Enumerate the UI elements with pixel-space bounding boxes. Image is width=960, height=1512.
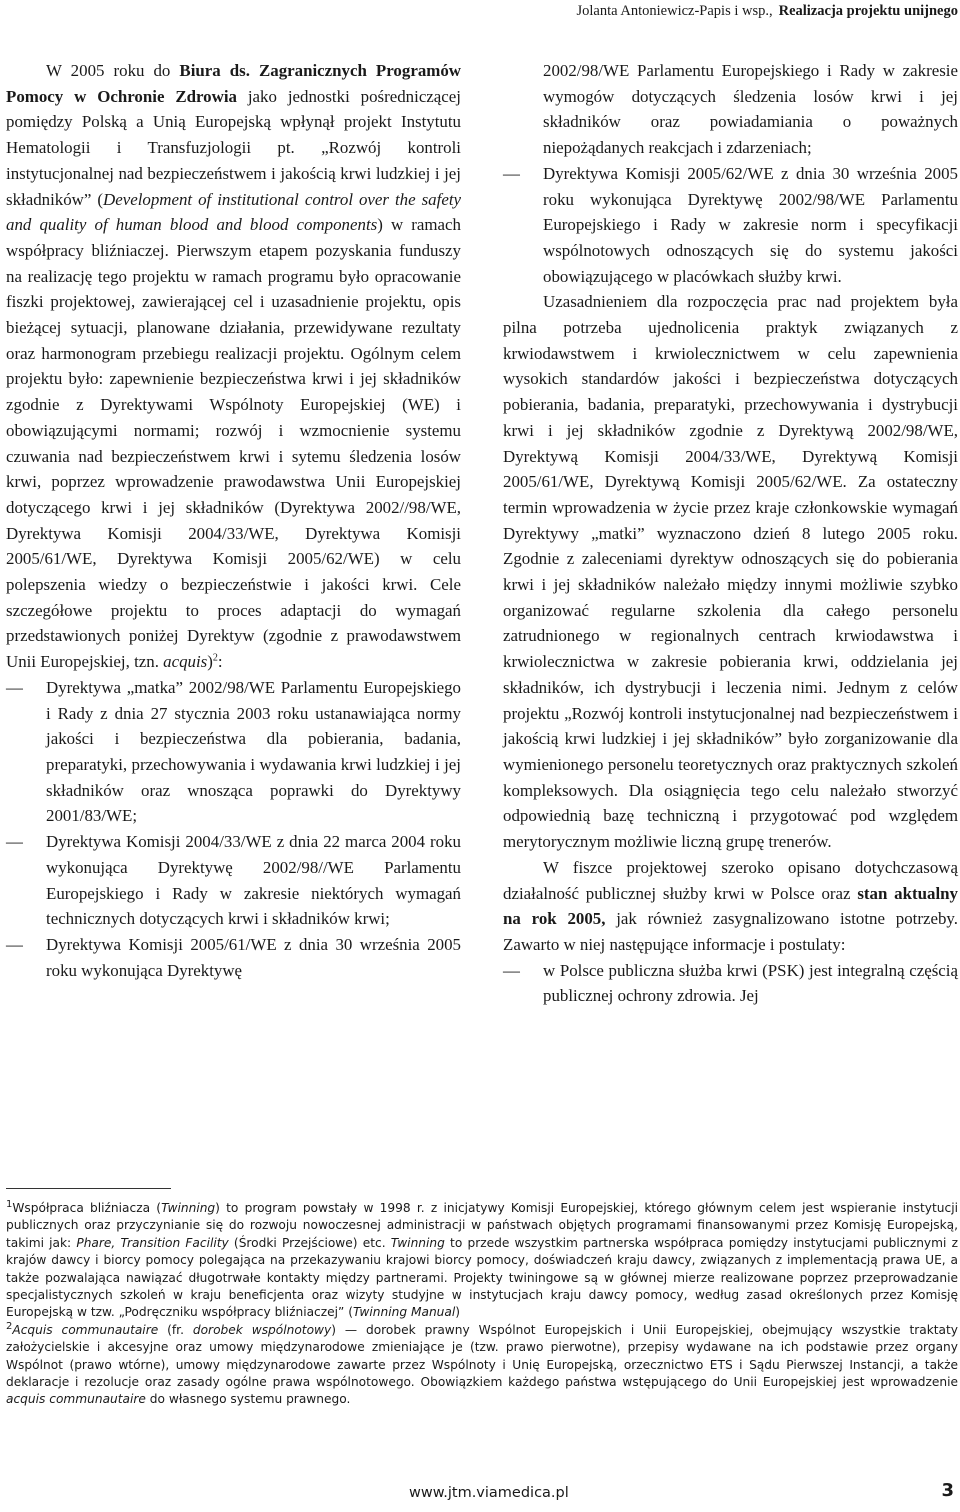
footer-url: www.jtm.viamedica.pl [409, 1485, 569, 1501]
list-item: — Dyrektywa Komisji 2005/61/WE z dnia 30 września 2005 roku wykonująca Dyrektywę [6, 932, 461, 983]
footnotes [6, 1200, 958, 1409]
postulate-list [503, 958, 958, 1009]
justification-paragraph: Uzasadnieniem dla rozpoczęcia prac nad projektem była pilna potrzeba ujednolicenia praktyk związanych z krwiodawstwem i krwiolecznictwem w celu zapewnienia wysokich standardów jakości i bezpieczeństwa dotyczących pobierania, badania, preparatyki, przechowywania i dystrybucji krwi i jej składników zgodnie z Dyrektywą 2002/98/WE, Dyrektywą Komisji 2004/33/WE, Dyrektywą Komisji 2005/61/WE, Dyrektywą Komisji 2005/62/WE. Za ostateczny termin wprowadzenia w życie przez kraje członkowskie wymagań Dyrektywy „matki” wyznaczono dzień 8 lutego 2005 roku. Zgodnie z zaleceniami dyrektyw odnoszących się do pobierania krwi i jej składników należało między innymi możliwie szybko organizować regularne szkolenia dla całego personelu zatrudnionego w regionalnych centrach krwiodawstwa i krwiolecznictwa w zakresie pobierania krwi, oddzielania jej składników, ich dystrybucji i leczenia nimi. Jednym z celów projektu „Rozwój kontroli instytucjonalnej nad bezpieczeństwem i jakością krwi ludzkiej i jej składników” było zorganizowanie dla wymienionego personelu teoretycznych oraz praktycznych szkoleń kompleksowych. Dla osiągnięcia tego celu należało stworzyć odpowiednią bazę techniczną i przygotować pod względem merytorycznym możliwie liczną grupę trenerów. [503, 292, 958, 852]
text-run: (Środki Przejściowe) etc. [228, 1235, 391, 1250]
right-column [503, 58, 958, 1009]
text-run: ) [455, 1305, 461, 1320]
text-run: ) to program powstały w 1998 r. z inicjatywy Komisji Europejskiej, którego głównym celem jest wspieranie instytucji publicznych oraz przyczynianie się do rozwoju nowoczesnej administracji w państwach objętych programami finansowanymi przez Komisję Europejską, takimi jak: [6, 1201, 958, 1250]
text-run: : [217, 652, 223, 672]
text-run: ) w ramach współpracy bliźniaczej. Pierwszym etapem pozyskania funduszy na realizację tego projektu w ramach programu było opracowanie fiszki projektowej, zawierającej cel i uzasadnienie projektu, opis bieżącej sytuacji, planowane działania, przewidywane rezultaty oraz harmonogram przebiegu realizacji projektu. Ogólnym celem projektu było: zapewnienie bezpieczeństwa krwi i jej składników zgodnie z Dyrektywami Wspólnoty Europejskiej (WE) i obowiązującymi normami; rozwój i wzmocnienie systemu czuwania nad bezpieczeństwem krwi i sytemu śledzenia losów krwi, poprzez wprowadzenie prawodawstwa Unii Europejskiej dotyczącego krwi i jej składników (Dyrektywa 2002//98/WE, Dyrektywa Komisji 2004/33/WE, Dyrektywa Komisji 2005/61/WE, Dyrektywa Komisji 2005/62/WE) w celu polepszenia wiedzy o bezpieczeństwie i jakości krwi. Cele szczegółowe projektu to proces adaptacji do wymagań przedstawionych poniżej Dyrektyw (zgodnie z prawodawstwem Unii Europejskiej, tzn. [6, 215, 461, 672]
list-item-continuation: 2002/98/WE Parlamentu Europejskiego i Rady w zakresie wymogów dotyczących śledzenia losów krwi i jej składników oraz powiadamiania o poważnych niepożądanych reakcjach i zdarzeniach; [543, 61, 958, 158]
text-run: ) [207, 652, 213, 672]
text-run: (fr. [158, 1322, 193, 1337]
italic-run: dorobek wspólnotowy [192, 1322, 332, 1337]
text-run: Współpraca bliźniacza ( [12, 1201, 162, 1215]
left-column [6, 58, 461, 983]
bold-run: stan aktualny na rok 2005, [503, 883, 958, 929]
intro-paragraph [6, 58, 461, 675]
page-number: 3 [941, 1480, 954, 1501]
text-run: W 2005 roku do [46, 61, 180, 80]
italic-run: acquis [163, 652, 208, 672]
italic-run: acquis communautaire [6, 1392, 146, 1407]
directive-list-continued [503, 161, 958, 290]
text-run: do własnego systemu prawnego. [145, 1392, 351, 1407]
list-item: — Dyrektywa „matka” 2002/98/WE Parlamentu Europejskiego i Rady z dnia 27 stycznia 2003 roku ustanawiająca normy jakości i bezpieczeństwa dla pobierania, badania, preparatyki, przechowywania i wydawania krwi ludzkiej i jej składników oraz wnosząca poprawki do Dyrektywy 2001/83/WE; [6, 675, 461, 829]
header-article-title: Realizacja projektu unijnego [778, 3, 958, 19]
text-run: W fiszce projektowej szeroko opisano dotychczasową działalność publicznej służby krwi w Polsce oraz [503, 857, 958, 903]
project-sheet-paragraph [503, 855, 958, 958]
text-run: jak również zasygnalizowano istotne potrzeby. Zawarto w niej następujące informacje i postulaty: [503, 909, 958, 954]
running-header [576, 3, 958, 20]
italic-run: Development of institutional control over the safety and quality of human blood and blood components [6, 189, 462, 235]
footnote-divider [6, 1188, 171, 1189]
directive-list [6, 675, 461, 983]
list-item: — w Polsce publiczna służba krwi (PSK) jest integralną częścią publicznej ochrony zdrowia. Jej [503, 958, 958, 1009]
list-item: — Dyrektywa Komisji 2004/33/WE z dnia 22 marca 2004 roku wykonująca Dyrektywę 2002/98//WE Parlamentu Europejskiego i Rady w zakresie niektórych wymagań technicznych dotyczących krwi i składników krwi; [6, 829, 461, 932]
header-authors: Jolanta Antoniewicz-Papis i wsp., [576, 3, 773, 19]
italic-run: Acquis communautaire [12, 1322, 159, 1337]
text-run: to przede wszystkim partnerska współpraca pomiędzy instytucjami publicznymi z krajów dawcy i biorcy pomocy polegająca na przekazywaniu krajowi biorcy pomocy, doświadczeń kraju dawcy, związanych z implementacją prawa UE, a także pozwalająca nawiązać długotrwałe kontakty między partnerami. Projekty twiningowe są w głównej mierze realizowane poprzez przeprowadzanie specjalistycznych szkoleń w kraju beneficjenta oraz wizyty studyjne w instytucjach kraju dawcy pomocy, według zasad określonych przez Komisję Europejską w tzw. „Podręczniku współpracy bliźniaczej” ( [6, 1235, 958, 1320]
text-run: jako jednostki pośredniczącej pomiędzy Polską a Unią Europejską wpłynął projekt Instytutu Hematologii i Transfuzjologii pt. „Rozwój kontroli instytucjonalnej nad bezpieczeństwem i jakością krwi ludzkiej i jej składników” ( [6, 86, 461, 209]
footnote-number: 1 [6, 1198, 13, 1210]
italic-run: Twinning Manual [352, 1305, 456, 1320]
italic-run: Twinning [390, 1235, 445, 1250]
bold-run: Biura ds. Zagranicznych Programów Pomocy w Ochronie Zdrowia [6, 61, 461, 106]
italic-run: Phare, Transition Facility [76, 1235, 229, 1250]
footnote-2 [6, 1322, 958, 1409]
footnote-ref: 2 [212, 652, 218, 664]
list-item: — Dyrektywa Komisji 2005/62/WE z dnia 30 września 2005 roku wykonująca Dyrektywę 2002/98/WE Parlamentu Europejskiego i Rady w zakresie norm i specyfikacji wspólnotowych odnoszących się do systemu jakości obowiązującego w placówkach służby krwi. [503, 161, 958, 290]
text-run: ) — dorobek prawny Wspólnot Europejskich i Unii Europejskiej, obejmujący wszystkie traktaty założycielskie i akcesyjne oraz umowy międzynarodowe zmieniające je (tzw. prawo pierwotne), przepisy wydawane na ich podstawie przez organy Wspólnot (prawo wtórne), umowy międzynarodowe zawarte przez Wspólnoty i Unię Europejską, orzecznictwo ETS i Sądu Pierwszej Instancji, a także deklaracje i rezolucje oraz zasady ogólne prawa wspólnotowego. Obowiązkiem każdego państwa wstępującego do Unii Europejskiej jest wprowadzenie [6, 1322, 958, 1390]
italic-run: Twinning [161, 1201, 216, 1215]
footnote-1 [6, 1200, 958, 1322]
footnote-number: 2 [6, 1320, 13, 1332]
